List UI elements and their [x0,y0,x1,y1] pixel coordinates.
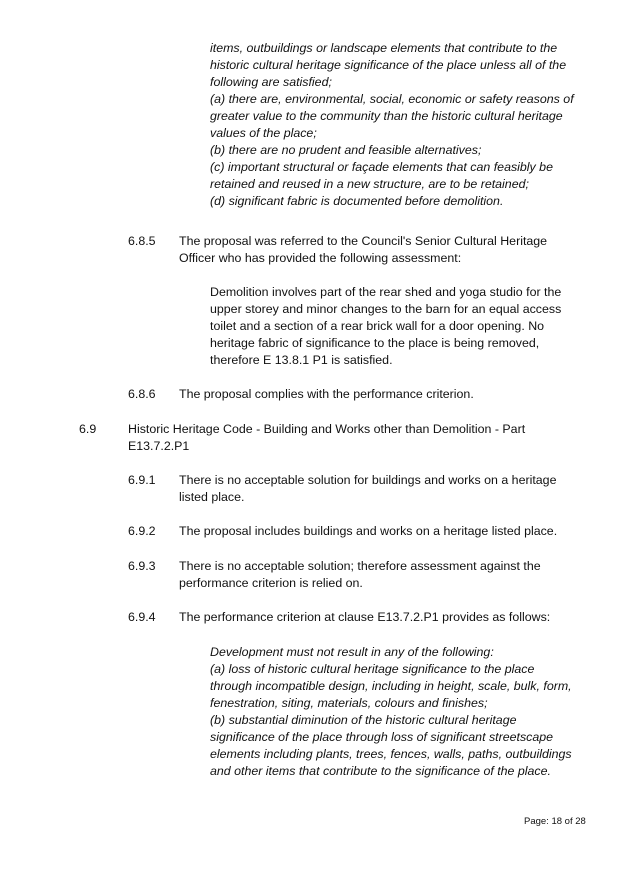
text-line: toilet and a section of a rear brick wall for a door opening. No [210,319,545,333]
quote-line: values of the place; [210,126,317,140]
text-line: Officer who has provided the following assessment: [179,251,462,265]
quote-line: (d) significant fabric is documented before demolition. [210,194,504,208]
quote-line: (b) substantial diminution of the historic cultural heritage [210,713,517,727]
heritage-officer-assessment [210,284,561,369]
clause-text [179,386,474,403]
quote-line: (a) there are, environmental, social, economic or safety reasons of [210,92,574,106]
text-line: There is no acceptable solution for buildings and works on a heritage [179,473,557,487]
quote-line: fenestration, siting, materials, colours and finishes; [210,696,488,710]
quote-line: historic cultural heritage significance of the place unless all of the [210,58,567,72]
text-line: Historic Heritage Code - Building and Works other than Demolition - Part [128,422,526,436]
text-line: heritage fabric of significance to the place is being removed, [210,336,540,350]
clause-number: 6.8.6 [128,387,156,401]
quote-line: elements including plants, trees, fences, walls, paths, outbuildings [210,747,572,761]
clause-text [179,472,556,506]
text-line: There is no acceptable solution; therefore assessment against the [179,559,541,573]
quote-line: and other items that contribute to the significance of the place. [210,764,551,778]
text-line: The proposal includes buildings and works on a heritage listed place. [179,524,558,538]
clause-text [179,523,557,540]
text-line: The proposal complies with the performance criterion. [179,387,474,401]
clause-text [179,233,547,267]
clause-number: 6.9.3 [128,559,156,573]
clause-number: 6.9.1 [128,473,156,487]
quote-line: (a) loss of historic cultural heritage significance to the place [210,662,535,676]
quoted-criterion-demolition [210,40,574,210]
clause-text [179,558,541,592]
quote-line: retained and reused in a new structure, are to be retained; [210,177,529,191]
text-line: E13.7.2.P1 [128,439,190,453]
text-line: therefore E 13.8.1 P1 is satisfied. [210,353,393,367]
text-line: The performance criterion at clause E13.7.2.P1 provides as follows: [179,610,551,624]
quote-line: greater value to the community than the historic cultural heritage [210,109,563,123]
quote-line: following are satisfied; [210,75,332,89]
quote-line: items, outbuildings or landscape elements that contribute to the [210,41,558,55]
text-line: performance criterion is relied on. [179,576,363,590]
clause-text [179,609,550,626]
text-line: Demolition involves part of the rear shed and yoga studio for the [210,285,562,299]
quote-line: Development must not result in any of the following: [210,645,494,659]
section-heading [128,421,525,455]
text-line: The proposal was referred to the Council's Senior Cultural Heritage [179,234,548,248]
section-number: 6.9 [79,422,97,436]
text-line: listed place. [179,490,245,504]
clause-number: 6.9.2 [128,524,156,538]
text-line: upper storey and minor changes to the barn for an equal access [210,302,562,316]
page-number: Page: 18 of 28 [524,816,586,827]
quote-line: through incompatible design, including in height, scale, bulk, form, [210,679,572,693]
quote-line: (b) there are no prudent and feasible alternatives; [210,143,482,157]
clause-number: 6.8.5 [128,234,156,248]
quote-line: (c) important structural or façade elements that can feasibly be [210,160,553,174]
quote-line: significance of the place through loss of significant streetscape [210,730,554,744]
clause-number: 6.9.4 [128,610,156,624]
quoted-criterion-building-works [210,644,572,780]
